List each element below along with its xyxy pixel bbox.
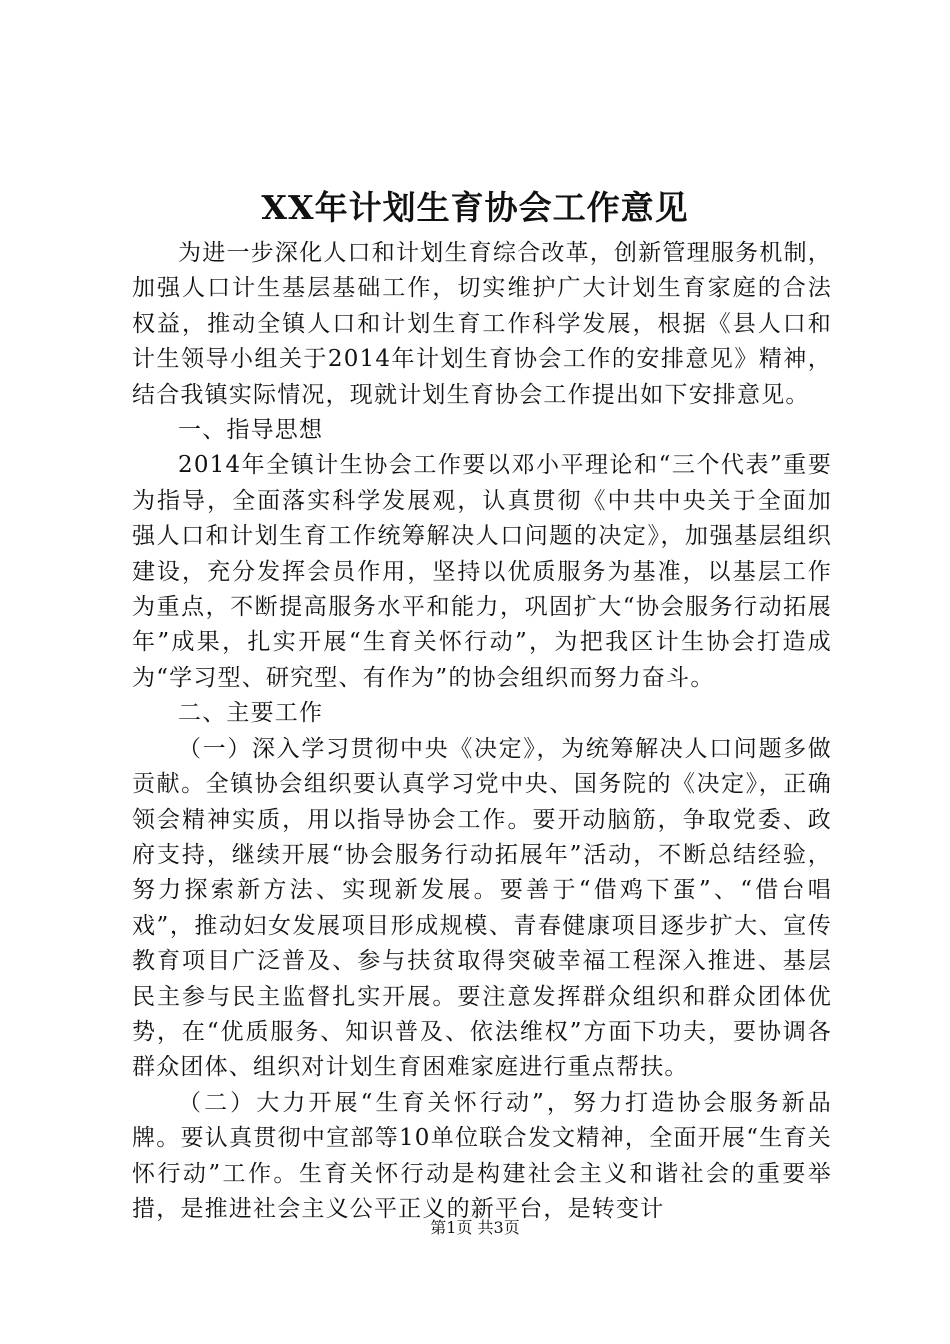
heading-main-work: 二、主要工作 xyxy=(178,700,324,727)
paragraph-guiding-thought: 2014年全镇计生协会工作要以邓小平理论和“三个代表”重要为指导，全面落实科学发展观，认真贯彻《中共中央关于全面加强人口和计划生育工作统筹解决人口问题的决定》，加强基层组织建设，充分发挥会员作用，坚持以优质服务为基准，以基层工作为重点，不断提高服务水平和能力，巩固扩大“协会服务行动拓展年”成果，扎实开展“生育关怀行动”，为把我区计生协会打造成为“学习型、研究型、有作为”的协会组织而努力奋斗。 xyxy=(132,452,832,691)
heading-guiding-thought: 一、指导思想 xyxy=(178,417,324,444)
paragraph-intro: 为进一步深化人口和计划生育综合改革，创新管理服务机制，加强人口计生基层基础工作，切实维护广大计划生育家庭的合法权益，推动全镇人口和计划生育工作科学发展，根据《县人口和计生领导小组关于2014年计划生育协会工作的安排意见》精神，结合我镇实际情况，现就计划生育协会工作提出如下安排意见。 xyxy=(132,240,832,408)
paragraph-work-item-1: （一）深入学习贯彻中央《决定》，为统筹解决人口问题多做贡献。全镇协会组织要认真学习党中央、国务院的《决定》，正确领会精神实质，用以指导协会工作。要开动脑筋，争取党委、政府支持，继续开展“协会服务行动拓展年”活动，不断总结经验，努力探索新方法、实现新发展。要善于“借鸡下蛋”、“借台唱戏”，推动妇女发展项目形成规模、青春健康项目逐步扩大、宣传教育项目广泛普及、参与扶贫取得突破幸福工程深入推进、基层民主参与民主监督扎实开展。要注意发挥群众组织和群众团体优势，在“优质服务、知识普及、依法维权”方面下功夫，要协调各群众团体、组织对计划生育困难家庭进行重点帮扶。 xyxy=(132,735,832,1081)
page-number-footer: 第1页 共3页 xyxy=(430,1218,520,1237)
document-body xyxy=(132,236,832,1227)
document-title: XX年计划生育协会工作意见 xyxy=(261,188,689,227)
paragraph-work-item-2: （二）大力开展“生育关怀行动”，努力打造协会服务新品牌。要认真贯彻中宣部等10单位联合发文精神，全面开展“生育关怀行动”工作。生育关怀行动是构建社会主义和谐社会的重要举措，是推进社会主义公平正义的新平台，是转变计 xyxy=(132,1089,832,1222)
